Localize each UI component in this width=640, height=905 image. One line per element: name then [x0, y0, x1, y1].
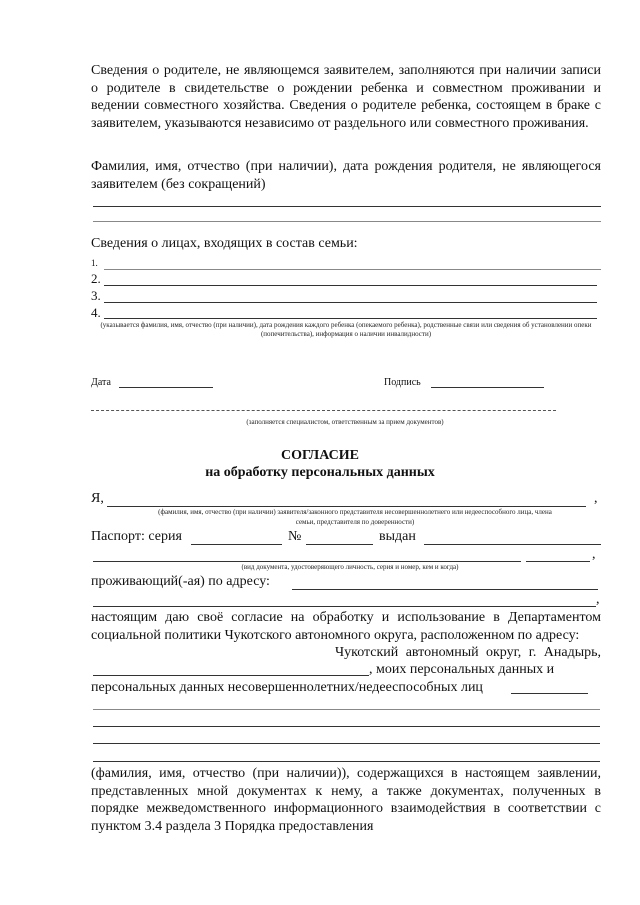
passport-note: (вид документа, удостоверяющего личность, серия и номер, кем и когда)	[241, 563, 459, 571]
address-end-comma: ,	[596, 592, 600, 607]
passport-number-field[interactable]	[306, 544, 373, 545]
parent-info-paragraph: Сведения о родителе, не являющемся заявителем, заполняются при наличии записи о родителе в свидетельстве о рождении ребенка и совместном проживании и ведении совместного хозяйства. Сведения о родителе ребенка, состоящем в браке с заявителем, указываются независимо от раздельного или совместного проживания.	[91, 63, 601, 131]
parent-name-line-1[interactable]	[93, 206, 601, 207]
ya-note-line-1: (фамилия, имя, отчество (при наличии) заявителя/законного представителя несовершеннолетнего или недееспособного лица, члена	[158, 508, 552, 516]
address-label: проживающий(-ая) по адресу:	[91, 574, 270, 589]
address-field[interactable]	[292, 589, 598, 590]
department-address-field[interactable]	[93, 675, 369, 676]
family-row-number-3: 3.	[91, 288, 101, 303]
passport-issued-label: выдан	[379, 529, 416, 544]
parent-name-line-2[interactable]	[93, 221, 601, 222]
consent-title: СОГЛАСИЕ	[281, 448, 359, 463]
specialist-note: (заполняется специалистом, ответственным за прием документов)	[246, 418, 444, 426]
address-field-2[interactable]	[93, 606, 596, 607]
family-row-line-3[interactable]	[104, 302, 597, 303]
address-word-okrug: округ,	[486, 645, 522, 660]
passport-series-label: Паспорт: серия	[91, 529, 182, 544]
family-row-number-2: 2.	[91, 271, 101, 286]
consent-body-1: настоящим даю своё согласие на обработку и использование в Департаментом социальной политики Чукотского автономного округа, расположенном по адресу:	[91, 610, 601, 643]
date-field[interactable]	[119, 387, 213, 388]
passport-issued-field[interactable]	[424, 544, 601, 545]
minors-line-1[interactable]	[93, 709, 600, 710]
address-word-autonomous: автономный	[405, 645, 479, 660]
minors-line-3[interactable]	[93, 743, 600, 744]
passport-issued-date-field[interactable]	[526, 561, 590, 562]
consent-body-4: (фамилия, имя, отчество (при наличии)), содержащихся в настоящем заявлении, представленных мной документах к нему, а также документах, полученных в порядке межведомственного информационного взаимодействия в соответствии с пунктом 3.4 раздела 3 Порядка предоставления	[91, 766, 601, 834]
passport-number-label: №	[288, 529, 302, 544]
address-word-g: г.	[528, 645, 537, 660]
minors-line-4[interactable]	[93, 761, 600, 762]
consent-body-2-tail: , моих персональных данных и	[369, 662, 555, 677]
family-note: (указывается фамилия, имя, отчество (при наличии), дата рождения каждого ребенка (опекаемого ребенка), родственные связи или сведения об установлении опеки (попечительства), информация о наличии инвалидности)	[100, 321, 592, 338]
minors-line-2[interactable]	[93, 726, 600, 727]
family-row-number-1: 1.	[91, 258, 98, 268]
family-row-line-1[interactable]	[104, 269, 601, 270]
address-word-region: Чукотский	[335, 645, 399, 660]
ya-end-comma: ,	[594, 491, 598, 506]
date-label: Дата	[91, 377, 111, 388]
passport-series-field[interactable]	[191, 544, 282, 545]
dashed-separator	[91, 410, 556, 411]
consent-body-3: персональных данных несовершеннолетних/недееспособных лиц	[91, 680, 483, 695]
parent-name-instruction: Фамилия, имя, отчество (при наличии), дата рождения родителя, не являющегося заявителем (без сокращений)	[91, 159, 601, 192]
signature-label: Подпись	[384, 377, 421, 388]
signature-field[interactable]	[431, 387, 544, 388]
ya-note-line-2: семьи, представителя по доверенности)	[295, 518, 415, 526]
address-word-anadyr: Анадырь,	[543, 645, 601, 660]
address-words	[335, 644, 601, 662]
family-row-line-4[interactable]	[104, 318, 597, 319]
applicant-name-field[interactable]	[107, 506, 586, 507]
consent-subtitle: на обработку персональных данных	[205, 465, 435, 480]
family-row-line-2[interactable]	[104, 285, 597, 286]
family-heading: Сведения о лицах, входящих в состав семьи:	[91, 236, 358, 251]
minors-field[interactable]	[511, 693, 588, 694]
passport-issued-field-2[interactable]	[93, 561, 521, 562]
family-row-number-4: 4.	[91, 305, 101, 320]
passport-end-comma: ,	[592, 547, 596, 562]
ya-label: Я,	[91, 491, 104, 506]
